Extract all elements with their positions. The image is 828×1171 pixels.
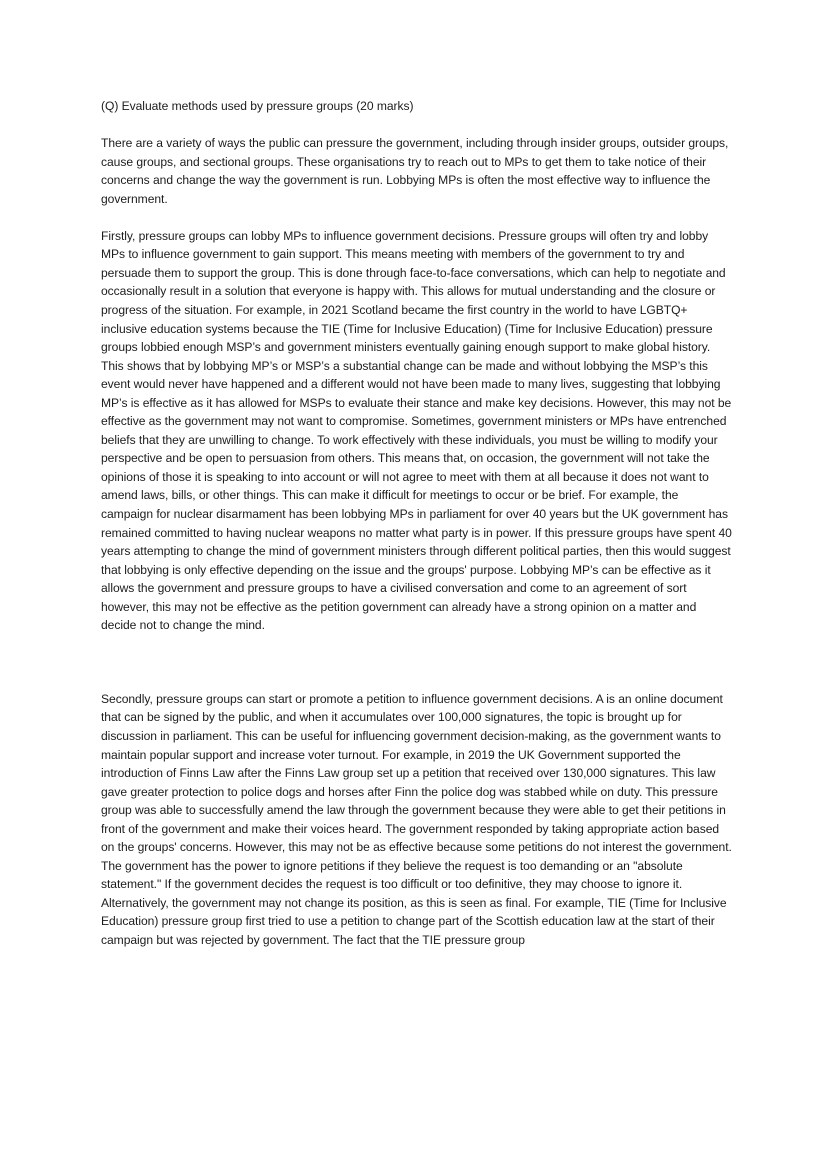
essay-question: (Q) Evaluate methods used by pressure groups (20 marks) (101, 99, 414, 113)
document-body (101, 97, 733, 968)
petition-paragraph: Secondly, pressure groups can start or promote a petition to influence government decisions. A is an online document that can be signed by the public, and when it accumulates over 100,000 signatures, the topic is brought up for discussion in parliament. This can be useful for influencing government decision-making, as the government wants to maintain popular support and increase voter turnout. For example, in 2019 the UK Government supported the introduction of Finns Law after the Finns Law group set up a petition that received over 130,000 signatures. This law gave greater protection to police dogs and horses after Finn the police dog was stabbed while on duty. This pressure group was able to successfully amend the law through the government because they were able to get their petitions in front of the government and make their voices heard. The government responded by taking appropriate action based on the groups' concerns. However, this may not be as effective because some petitions do not interest the government. The government has the power to ignore petitions if they believe the request is too demanding or an "absolute statement." If the government decides the request is too difficult or too definitive, they may choose to ignore it. Alternatively, the government may not change its position, as this is seen as final. For example, TIE (Time for Inclusive Education) pressure group first tried to use a petition to change part of the Scottish education law at the start of their campaign but was rejected by government. The fact that the TIE pressure group (101, 691, 732, 947)
lobbying-paragraph: Firstly, pressure groups can lobby MPs to influence government decisions. Pressure groups will often try and lobby MPs to influence government to gain support. This means meeting with members of the government to try and persuade them to support the group. This is done through face-to-face conversations, which can help to negotiate and occasionally result in a solution that everyone is happy with. This allows for mutual understanding and the closure or progress of the situation. For example, in 2021 Scotland became the first country in the world to have LGBTQ+ inclusive education systems because the TIE (Time for Inclusive Education) (Time for Inclusive Education) pressure groups lobbied enough MSP’s and government ministers eventually gaining enough support to make global history. This shows that by lobbying MP’s or MSP’s a substantial change can be made and without lobbying the MSP’s this event would never have happened and a different would not have been made to many lives, suggesting that lobbying MP’s is effective as it has allowed for MSPs to evaluate their stance and make key decisions. However, this may not be effective as the government may not want to compromise. Sometimes, government ministers or MPs have entrenched beliefs that they are unwilling to change. To work effectively with these individuals, you must be willing to modify your perspective and be open to persuasion from others. This means that, on occasion, the government will not take the opinions of those it is speaking to into account or will not agree to meet with them at all because it does not want to amend laws, bills, or other things. This can make it difficult for meetings to occur or be brief. For example, the campaign for nuclear disarmament has been lobbying MPs in parliament for over 40 years but the UK government has remained committed to having nuclear weapons no matter what party is in power. If this pressure groups have spent 40 years attempting to change the mind of government ministers through different political parties, then this would suggest that lobbying is only effective depending on the issue and the groups' purpose. Lobbying MP’s can be effective as it allows the government and pressure groups to have a civilised conversation and come to an agreement of sort however, this may not be effective as the petition government can already have a strong opinion on a matter and decide not to change the mind. (101, 228, 732, 633)
intro-paragraph: There are a variety of ways the public can pressure the government, including through insider groups, outsider groups, cause groups, and sectional groups. These organisations try to reach out to MPs to get them to take notice of their concerns and change the way the government is run. Lobbying MPs is often the most effective way to influence the government. (101, 136, 729, 206)
